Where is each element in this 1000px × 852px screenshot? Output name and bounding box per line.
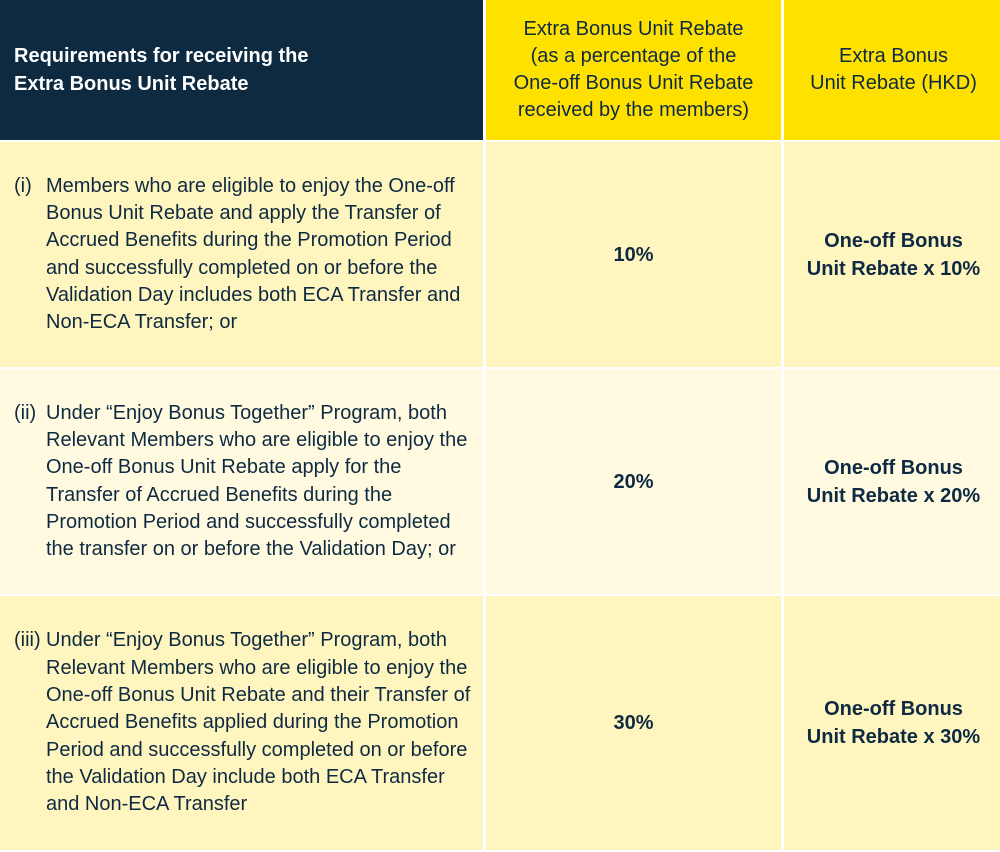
requirement-cell (0, 142, 483, 367)
requirement-cell (0, 369, 483, 594)
amount-cell: One-off Bonus Unit Rebate x 10% (784, 142, 1000, 367)
requirement-text: Under “Enjoy Bonus Together” Program, both Relevant Members who are eligible to enjoy the One-off Bonus Unit Rebate apply for the Transfer of Accrued Benefits during the Promotion Period and successfully completed the transfer on or before the Validation Day; or (46, 401, 468, 561)
requirement-text: Members who are eligible to enjoy the One-off Bonus Unit Rebate and apply the Transfer of Accrued Benefits during the Promotion Period and successfully completed on or before the Validation Day includes both ECA Transfer and Non-ECA Transfer; or (46, 174, 461, 334)
row-number: (iii) (14, 629, 41, 652)
percentage-cell: 20% (486, 369, 781, 594)
percentage-header: Extra Bonus Unit Rebate (as a percentage of the One-off Bonus Unit Rebate received by the members) (486, 0, 781, 140)
amount-cell: One-off Bonus Unit Rebate x 30% (784, 596, 1000, 850)
requirement-cell (0, 596, 483, 850)
table-row (0, 369, 1000, 594)
row-number: (ii) (14, 401, 37, 424)
requirement-text: Under “Enjoy Bonus Together” Program, both Relevant Members who are eligible to enjoy the One-off Bonus Unit Rebate and their Transfer of Accrued Benefits applied during the Promotion Period and successfully completed on or before the Validation Day include both ECA Transfer and Non-ECA Transfer (46, 629, 471, 816)
requirements-header: Requirements for receiving the Extra Bonus Unit Rebate (0, 0, 483, 140)
percentage-cell: 30% (486, 596, 781, 850)
table-row (0, 142, 1000, 367)
amount-cell: One-off Bonus Unit Rebate x 20% (784, 369, 1000, 594)
header-row (0, 0, 1000, 140)
table-row (0, 596, 1000, 850)
amount-header: Extra Bonus Unit Rebate (HKD) (784, 0, 1000, 140)
row-number: (i) (14, 174, 32, 197)
percentage-cell: 10% (486, 142, 781, 367)
